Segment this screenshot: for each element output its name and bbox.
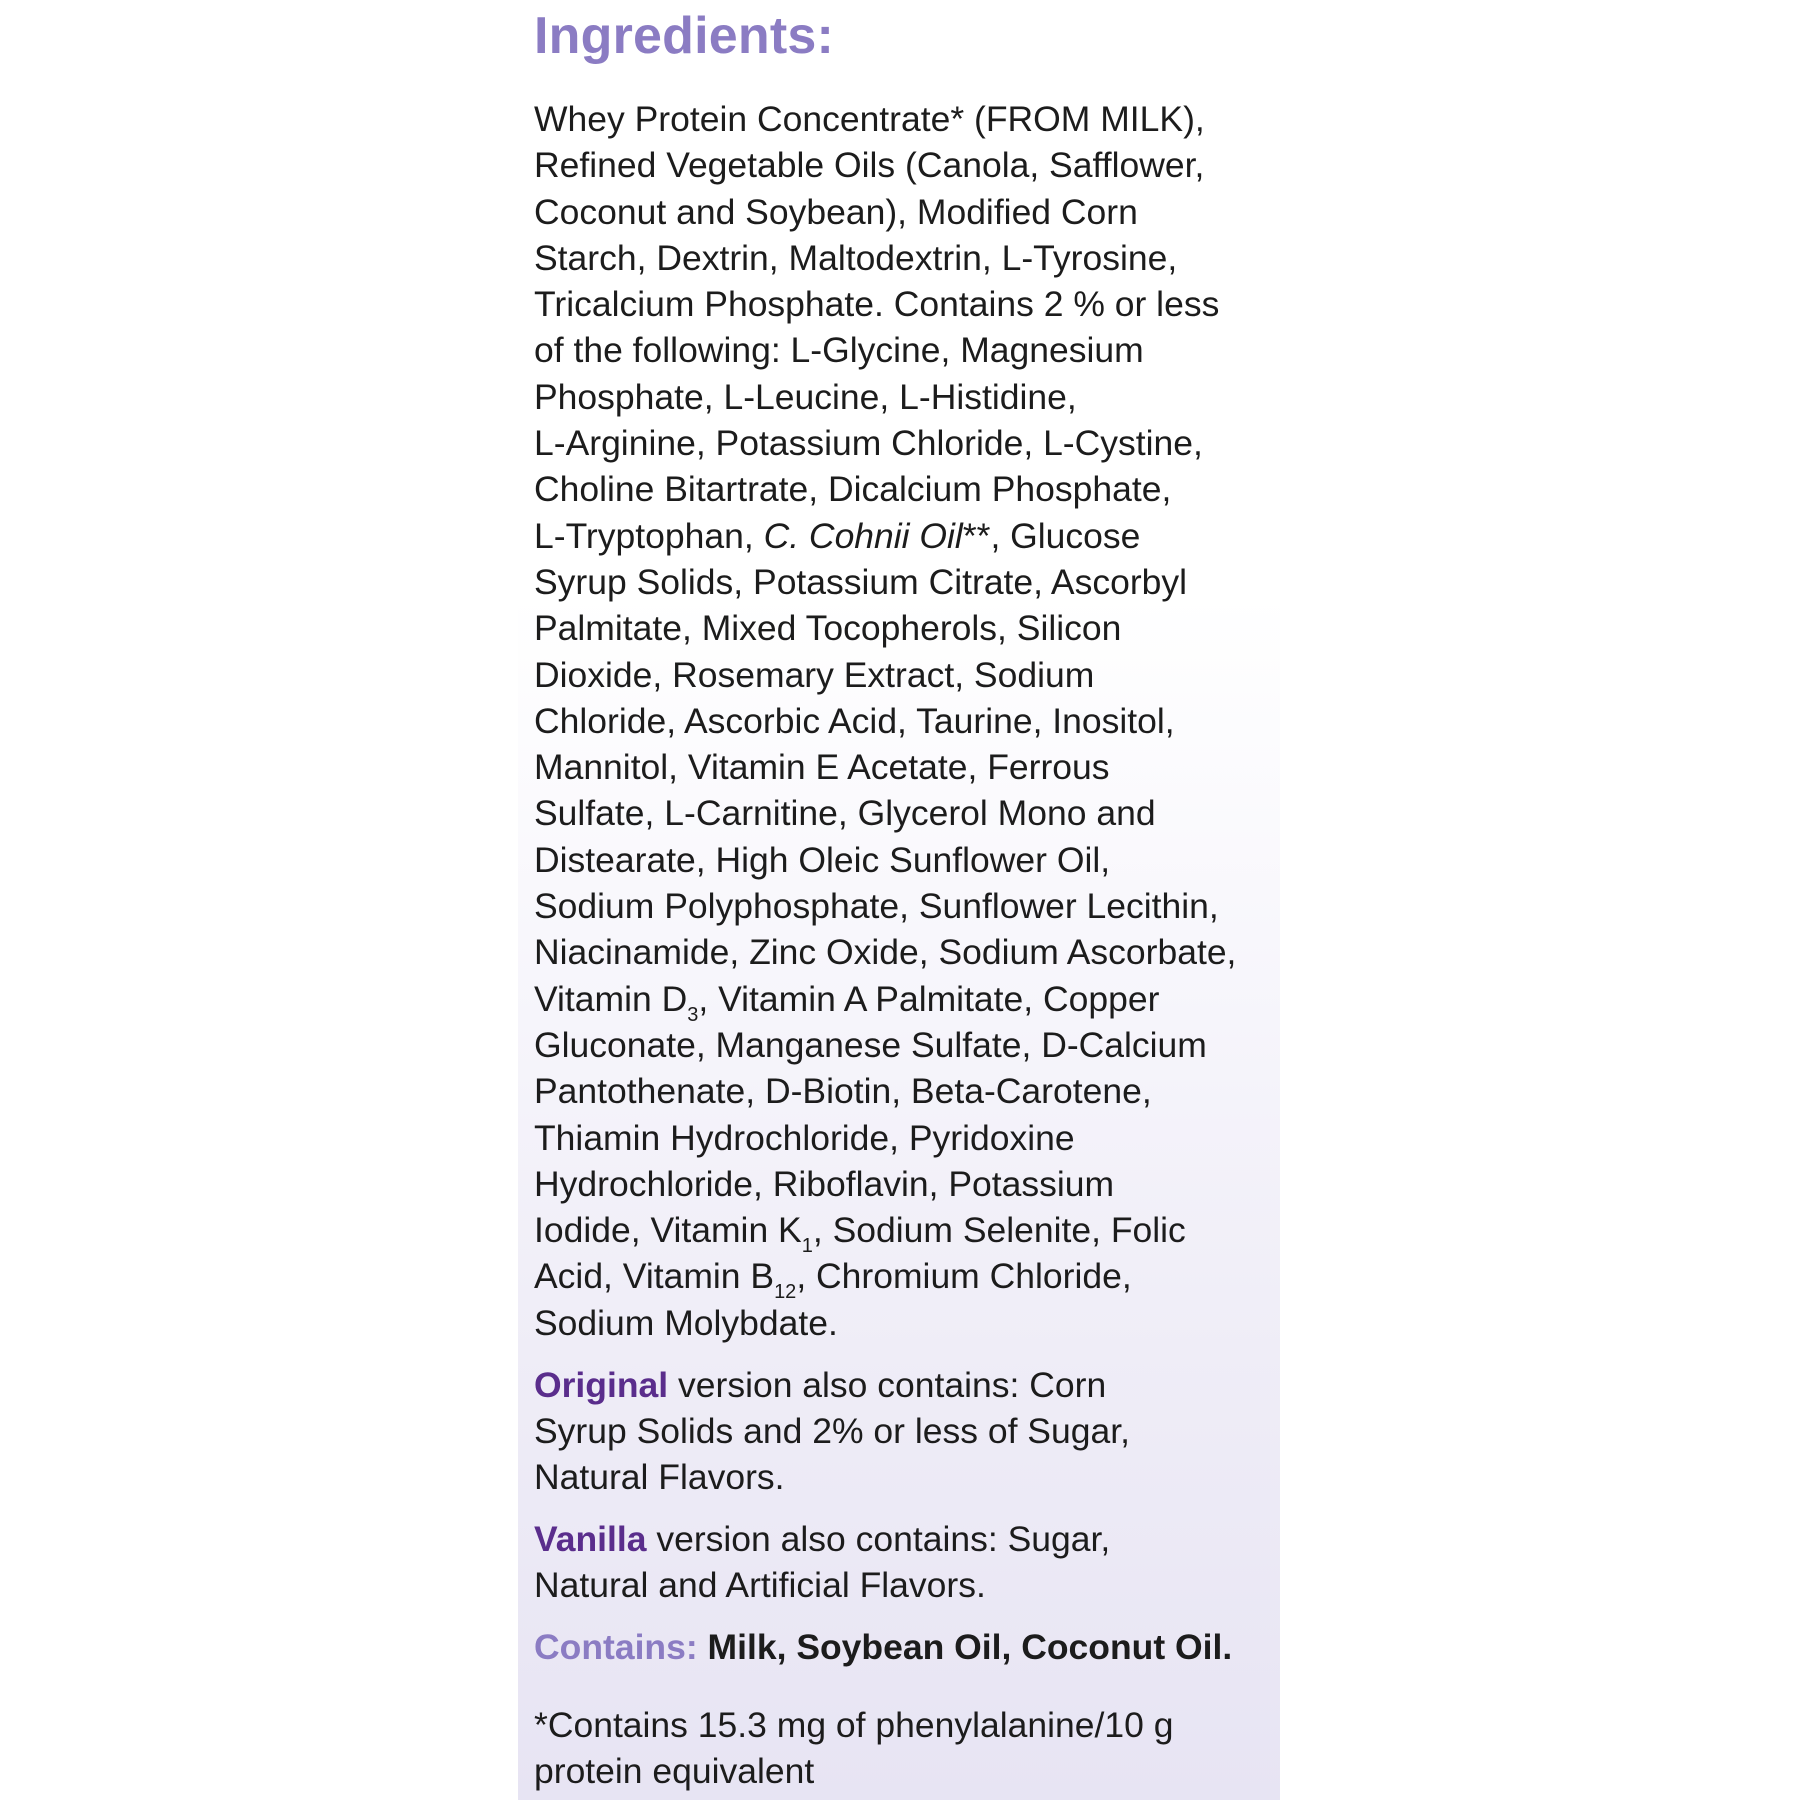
line-text: **, Glucose [962,515,1141,556]
original-version-note [534,1362,1274,1500]
version-line [534,1516,1274,1562]
ingredients-line: Choline Bitartrate, Dicalcium Phosphate, [534,469,1172,510]
ingredients-line: Refined Vegetable Oils (Canola, Safflower, [534,145,1205,186]
ingredients-line: Whey Protein Concentrate* (FROM MILK), [534,99,1205,139]
ingredients-line: Syrup Solids, Potassium Citrate, Ascorbyl [534,561,1188,602]
ingredients-line-italic [534,513,1274,559]
ingredients-line: Dioxide, Rosemary Extract, Sodium [534,654,1095,695]
ingredients-line: Palmitate, Mixed Tocopherols, Silicon [534,608,1122,649]
line-text: , Vitamin A Palmitate, Copper [698,978,1160,1019]
line-text: Iodide, Vitamin K [534,1210,802,1251]
ingredients-heading: Ingredients: [534,7,834,65]
ingredients-line: Gluconate, Manganese Sulfate, D-Calcium [534,1024,1207,1065]
ingredients-list [534,96,1274,1346]
allergen-statement [534,1624,1274,1670]
version-line: Natural and Artificial Flavors. [534,1565,986,1606]
footnote-line: *Contains 15.3 mg of phenylalanine/10 g [534,1705,1174,1746]
ingredients-line: Hydrochloride, Riboflavin, Potassium [534,1163,1115,1204]
subscript: 3 [687,1003,699,1026]
ingredients-line: Distearate, High Oleic Sunflower Oil, [534,839,1111,880]
ingredients-line: of the following: L-Glycine, Magnesium [534,330,1144,371]
footnote-line: protein equivalent [534,1751,815,1792]
ingredients-line-subscript [534,1207,1274,1258]
subscript: 1 [801,1235,813,1258]
version-line: Natural Flavors. [534,1457,785,1498]
allergen-list: Milk, Soybean Oil, Coconut Oil. [697,1627,1233,1668]
version-line [534,1362,1274,1408]
line-text: , Chromium Chloride, [796,1256,1132,1297]
ingredients-line-subscript [534,1253,1274,1304]
ingredients-line: Chloride, Ascorbic Acid, Taurine, Inositol, [534,700,1175,741]
ingredients-line-subscript [534,976,1274,1026]
line-text: Vitamin D [534,978,688,1019]
vanilla-version-name: Vanilla [534,1519,647,1560]
ingredients-content [534,0,1274,1794]
ingredients-line: Thiamin Hydrochloride, Pyridoxine [534,1117,1075,1158]
ingredients-line: Phosphate, L-Leucine, L-Histidine, [534,376,1077,417]
original-version-name: Original [534,1365,669,1406]
footnote [534,1702,1274,1794]
subscript: 12 [774,1281,797,1304]
contains-label: Contains: [534,1627,698,1668]
line-text: Acid, Vitamin B [534,1256,775,1297]
italic-ingredient: C. Cohnii Oil [763,515,963,556]
ingredients-line: Pantothenate, D-Biotin, Beta-Carotene, [534,1071,1152,1112]
vanilla-version-note [534,1516,1274,1608]
line-text: , Sodium Selenite, Folic [812,1210,1186,1251]
line-text: L-Tryptophan, [534,515,764,556]
ingredients-line: Sulfate, L-Carnitine, Glycerol Mono and [534,793,1156,834]
version-text: version also contains: Corn [668,1365,1107,1406]
ingredients-line: Starch, Dextrin, Maltodextrin, L-Tyrosine, [534,237,1178,278]
version-line: Syrup Solids and 2% or less of Sugar, [534,1411,1130,1452]
version-text: version also contains: Sugar, [646,1519,1111,1560]
ingredients-line: Sodium Polyphosphate, Sunflower Lecithin, [534,886,1219,927]
ingredients-line: L-Arginine, Potassium Chloride, L-Cystine, [534,423,1203,464]
ingredients-line: Niacinamide, Zinc Oxide, Sodium Ascorbate, [534,932,1237,973]
ingredients-line: Sodium Molybdate. [534,1302,838,1343]
ingredients-line: Tricalcium Phosphate. Contains 2 % or less [534,284,1220,325]
ingredients-panel [518,0,1280,1800]
ingredients-line: Mannitol, Vitamin E Acetate, Ferrous [534,747,1110,788]
ingredients-line: Coconut and Soybean), Modified Corn [534,191,1138,232]
